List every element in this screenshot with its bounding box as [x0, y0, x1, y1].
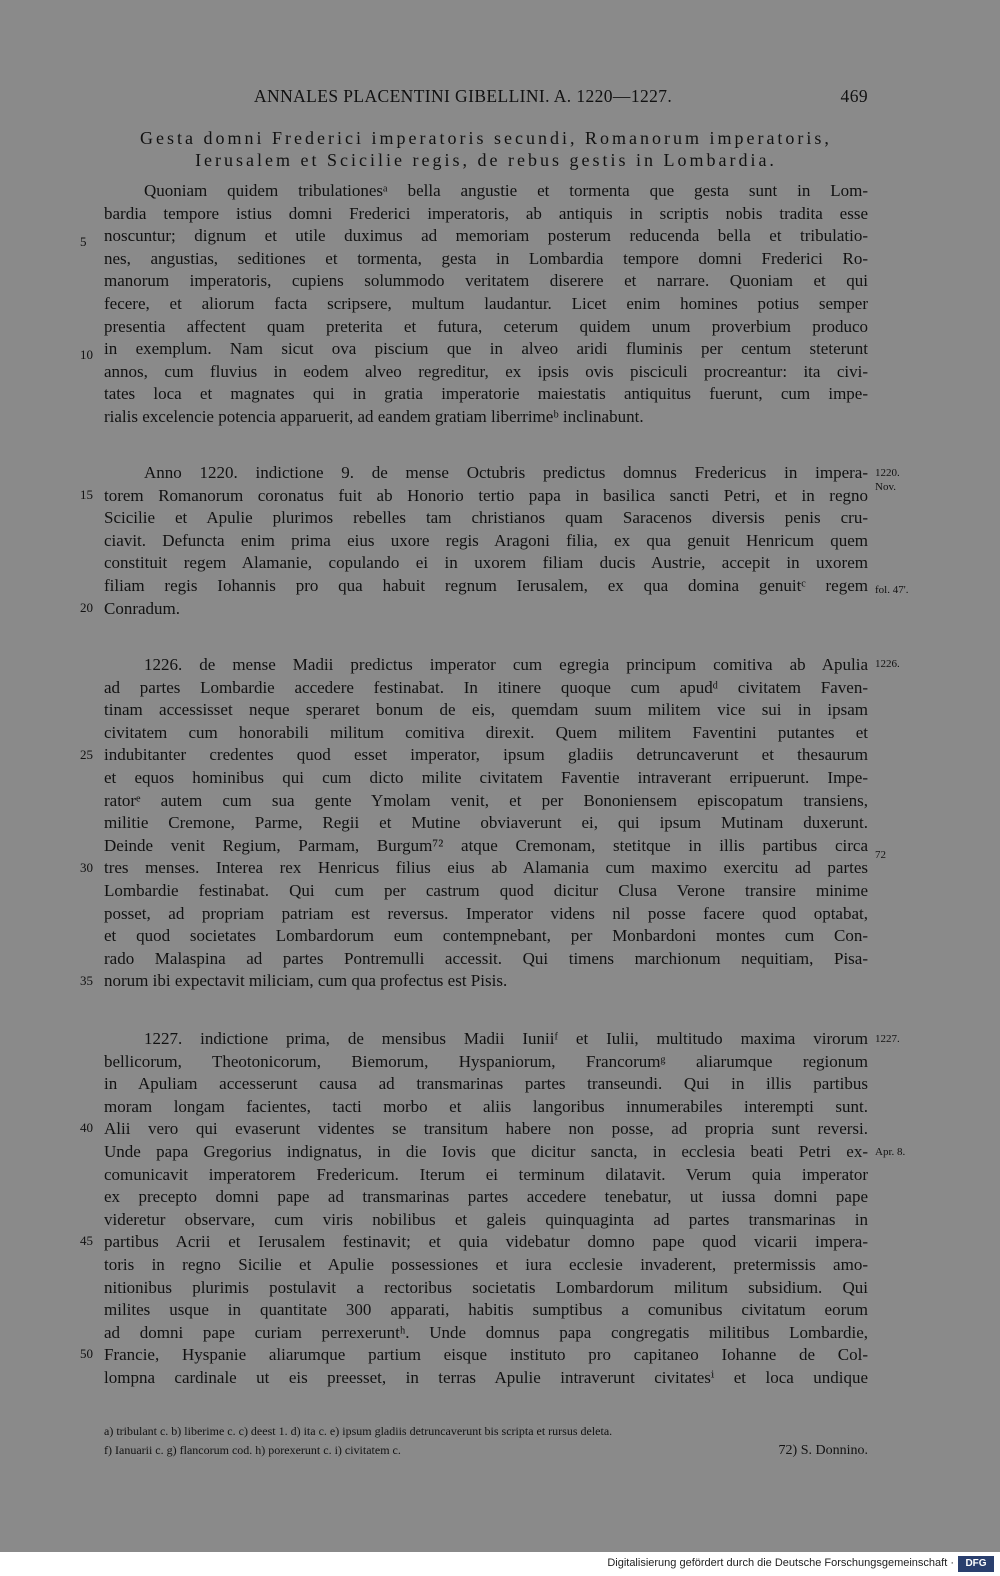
- line-number: 40: [80, 1120, 93, 1135]
- text-line: videretur observare, cum viris nobilibus et galeis quinquaginta ad partes transmarinas in: [104, 1209, 868, 1229]
- margin-note: 1226.: [875, 658, 900, 670]
- text-line: tres menses. Interea rex Henricus filius eius ab Alamania cum maximo exercitu ad partes: [104, 858, 868, 878]
- margin-note: Apr. 8.: [875, 1146, 906, 1158]
- paragraph-prologue: [104, 180, 868, 429]
- paragraph-1220: [104, 462, 868, 620]
- text-line: Francie, Hyspanie aliarumque partium eisque instituto pro capitaneo Iohanne de Col-: [104, 1345, 868, 1365]
- heading-line: Ierusalem et Scicilie regis, de rebus gestis in Lombardia.: [195, 150, 777, 170]
- text-line: et quod societates Lombardorum eum contempnebant, per Monbardoni montes cum Con-: [104, 926, 868, 946]
- text-line: tinam accessisset neque speraret bonum de eis, quemdam suum militem vice sui in ipsam: [104, 700, 868, 720]
- footnote-reference: 72) S. Donnino.: [778, 1443, 868, 1458]
- text-line: posset, ad propriam patriam est reversus. Imperator videns nil posse facere quod optabat,: [104, 903, 868, 923]
- text-line: nitionibus plurimis postulavit a rectoribus societatis Lombardorum militum subsidium. Qui: [104, 1277, 868, 1297]
- text-line: 1227. indictione prima, de mensibus Madii Iuniiᶠ et Iulii, multitudo maxima virorum: [144, 1029, 868, 1048]
- text-line: rado Malaspina ad partes Pontremulli accessit. Qui timens marchionum nequitiam, Pisa-: [104, 948, 868, 968]
- text-line: constituit regem Alamanie, copulando ei in uxorem filiam ducis Austrie, accepit in uxorem: [104, 553, 868, 573]
- text-line: ad domni pape curiam perrexeruntʰ. Unde domnus papa congregatis militibus Lombardie,: [104, 1322, 868, 1342]
- running-head-title: ANNALES PLACENTINI GIBELLINI. A. 1220—1227.: [254, 86, 673, 106]
- section-heading: [104, 127, 868, 171]
- text-line: tates loca et magnates qui in gratia imperatorie maiestatis antiquitus fuerunt, cum impe-: [104, 384, 868, 404]
- margin-note: 72: [875, 849, 886, 861]
- text-line: ex precepto domni pape ad transmarinas partes accedere tenebatur, ut iussa domni pape: [104, 1187, 868, 1207]
- footnote-text: f) Ianuarii c. g) flancorum cod. h) porexerunt c. i) civitatem c.: [104, 1443, 401, 1457]
- text-line: moram longam facientes, tacti morbo et aliis langoribus innumerabiles interempti sunt.: [104, 1096, 868, 1116]
- text-line: noscuntur; dignum et utile duximus ad memoriam posterum reducenda bella et tribulatio-: [104, 226, 868, 246]
- paragraph-1227: [104, 1028, 868, 1390]
- text-line: bardia tempore istius domni Frederici imperatoris, ab antiquis in scriptis nobis tradita esse: [104, 203, 868, 223]
- line-number: 45: [80, 1233, 93, 1248]
- text-line: comunicavit imperatorem Fredericum. Iterum ei terminum dilatavit. Verum quia imperator: [104, 1164, 868, 1184]
- margin-note: fol. 47'.: [875, 584, 909, 596]
- text-line: Quoniam quidem tribulationesᵃ bella angustie et tormenta que gesta sunt in Lom-: [144, 181, 868, 200]
- footnote-text: a) tribulant c. b) liberime c. c) deest 1. d) ita c. e) ipsum gladiis detruncaverunt bis scripta et rursus deleta.: [104, 1424, 613, 1438]
- text-line: indubitanter credentes quod esset imperator, ipsum gladiis detruncaverunt et thesaurum: [104, 745, 868, 765]
- text-line: et equos hominibus qui cum dicto milite civitatem Faventie intraverant erripuerunt. Impe-: [104, 767, 868, 787]
- text-line: filiam regis Iohannis pro qua habuit regnum Ierusalem, ex qua domina genuitᶜ regem: [104, 575, 868, 595]
- text-line: milites usque in quantitate 300 apparati, habitis sumptibus a comunibus civitatum eorum: [104, 1300, 868, 1320]
- text-line: Alii vero qui evaserunt videntes se transitum habere non posse, ad propria sunt reversi.: [104, 1119, 868, 1139]
- text-line: norum ibi expectavit miliciam, cum qua profectus est Pisis.: [104, 971, 508, 991]
- margin-note: Nov.: [875, 481, 896, 493]
- text-line: presentia affectent quam preterita et futura, ceterum quidem unum proverbium produco: [104, 316, 868, 336]
- text-line: ad partes Lombardie accedere festinabat. In itinere quoque cum apudᵈ civitatem Faven-: [104, 677, 868, 697]
- text-line: Lombardie festinabat. Qui cum per castrum quod dicitur Clusa Verone transire minime: [104, 880, 868, 900]
- text-line: rialis excelencie potencia apparuerit, ad eandem gratiam liberrimeᵇ inclinabunt.: [104, 406, 644, 426]
- heading-line: Gesta domni Frederici imperatoris secundi, Romanorum imperatoris,: [140, 128, 832, 148]
- line-number: 10: [80, 347, 93, 362]
- line-number: 50: [80, 1346, 93, 1361]
- text-line: manorum imperatoris, cupiens solummodo veritatem diserere et narrare. Quoniam et qui: [104, 271, 868, 291]
- line-number: 15: [80, 487, 93, 502]
- text-line: ciavit. Defuncta enim prima eius uxore regis Aragoni filia, ex qua genuit Henricum quem: [104, 530, 868, 550]
- text-line: militie Cremone, Parme, Regii et Mutine obviaverunt ei, qui ipsum Mutinam duxerunt.: [104, 813, 868, 833]
- dfg-logo-icon: DFG: [958, 1556, 994, 1572]
- text-line: nes, angustias, seditiones et tormenta, gesta in Lombardia tempore domni Frederici Ro-: [104, 248, 868, 268]
- text-line: in exemplum. Nam sicut ova piscium que in alveo aridi fluminis per centum steterunt: [104, 339, 868, 359]
- text-line: ratorᵉ autem cum sua gente Ymolam venit, et per Bononiensem episcopatum transiens,: [104, 790, 868, 810]
- text-line: fecere, et aliorum facta scripsere, multum laudantur. Licet enim homines potius semper: [104, 293, 868, 313]
- paragraph-1226: [104, 654, 868, 993]
- text-line: Anno 1220. indictione 9. de mense Octubris predictus domnus Fredericus in impera-: [144, 463, 868, 482]
- text-line: partibus Acrii et Ierusalem festinavit; et quia videbatur domno pape quod vicarii impera-: [104, 1232, 868, 1252]
- footnote-line: [104, 1424, 868, 1439]
- margin-note: 1227.: [875, 1033, 900, 1045]
- text-line: Unde papa Gregorius indignatus, in die Iovis que dicitur sancta, in ecclesia beati Petri ex-: [104, 1141, 868, 1161]
- text-line: in Apuliam accesserunt causa ad transmarinas partes transeundi. Qui in illis partibus: [104, 1074, 868, 1094]
- page-number: 469: [840, 86, 868, 106]
- footer-bar: [0, 1552, 1000, 1576]
- text-line: torem Romanorum coronatus fuit ab Honorio tertio papa in basilica sancti Petri, et in regno: [104, 485, 868, 505]
- text-line: Deinde venit Regium, Parmam, Burgum⁷² atque Cremonam, stetitque in illis partibus circa: [104, 835, 868, 855]
- line-number: 30: [80, 860, 93, 875]
- line-number: 35: [80, 973, 93, 988]
- footnote-line: [104, 1443, 868, 1458]
- text-line: Conradum.: [104, 598, 181, 618]
- text-line: annos, cum fluvius in eodem alveo regreditur, ex ipsis ovis pisciculi procreantur: ita civi-: [104, 361, 868, 381]
- line-number: 20: [80, 600, 93, 615]
- text-line: toris in regno Sicilie et Apulie possessiones et iura ecclesie invaderent, pretermissis amo-: [104, 1254, 868, 1274]
- line-number: 25: [80, 747, 93, 762]
- text-line: Scicilie et Apulie plurimos rebelles tam christianos quam Saracenos diversis penis cru-: [104, 508, 868, 528]
- text-line: lompna cardinale ut eis preesset, in terras Apulie intraverunt civitatesⁱ et loca undique: [104, 1367, 868, 1387]
- text-line: 1226. de mense Madii predictus imperator cum egregia principum comitiva ab Apulia: [144, 655, 868, 674]
- text-line: civitatem cum honorabili militum comitiva direxit. Quem militem Faventini putantes et: [104, 722, 868, 742]
- line-number: 5: [80, 234, 87, 249]
- margin-note: 1220.: [875, 467, 900, 479]
- text-line: bellicorum, Theotonicorum, Biemorum, Hyspaniorum, Francorumᵍ aliarumque regionum: [104, 1051, 868, 1071]
- funding-credit: Digitalisierung gefördert durch die Deutsche Forschungsgemeinschaft ·: [607, 1557, 954, 1569]
